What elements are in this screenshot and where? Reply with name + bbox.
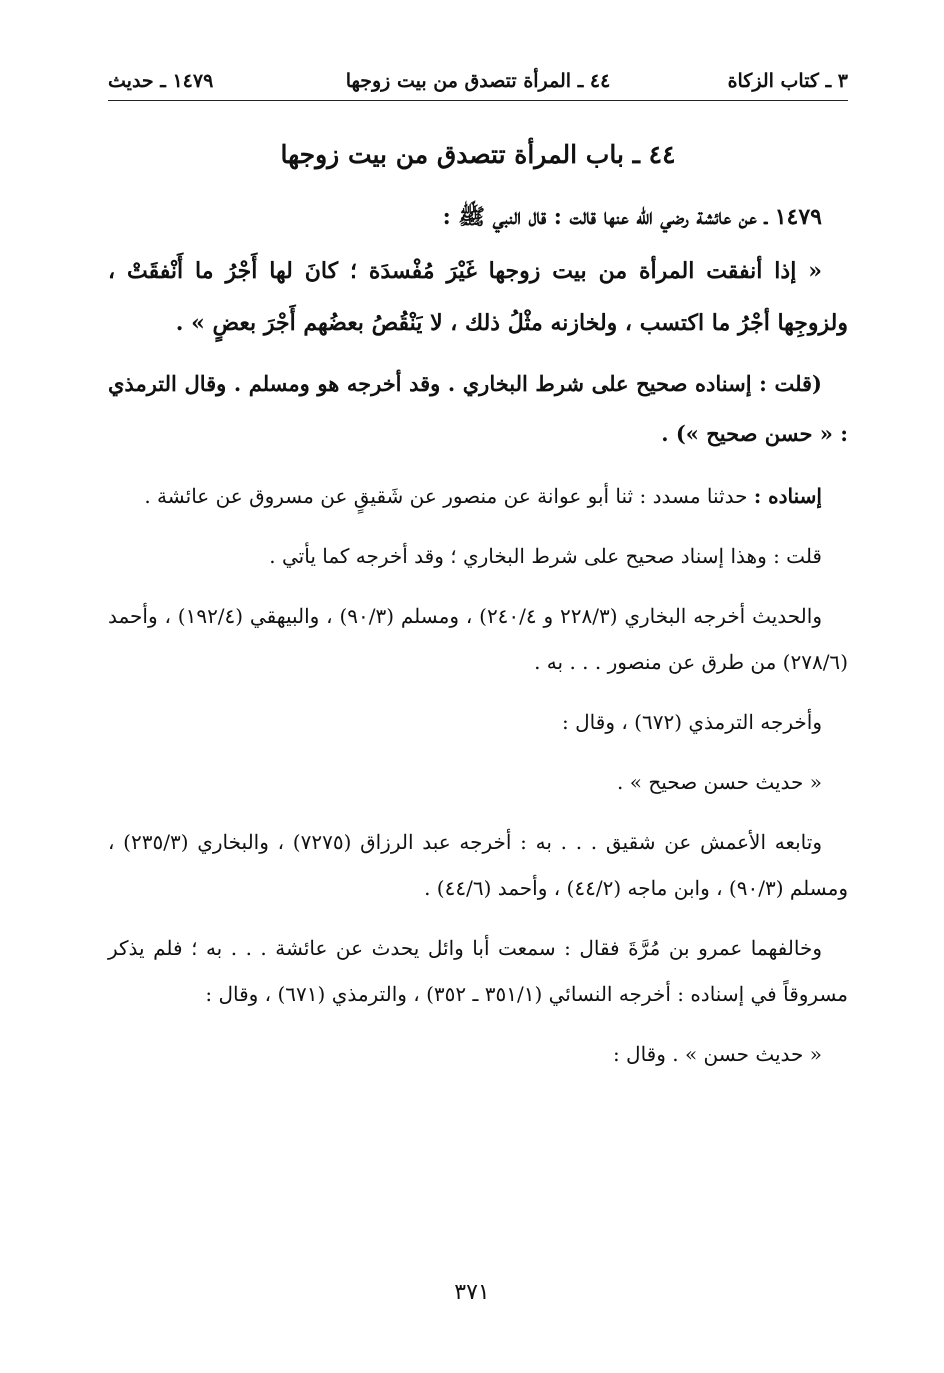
commentary-paragraph-2: والحديث أخرجه البخاري (٢٢٨/٣ و ٢٤٠/٤) ، ومسلم (٩٠/٣) ، والبيهقي (١٩٢/٤) ، وأحمد (٢٧٨/٦) من طرق عن منصور . . . به .: [108, 604, 848, 674]
header-chapter-title: ٤٤ ـ المرأة تتصدق من بيت زوجها: [345, 70, 611, 92]
document-page: [108, 60, 848, 1077]
hadith-intro: ١٤٧٩ ـ عن عائشة رضي الله عنها قالت : قال النبي ﷺ :: [442, 204, 822, 230]
running-header: [108, 60, 848, 101]
isnad-text: حدثنا مسدد : ثنا أبو عوانة عن منصور عن شَقيقٍ عن مسروق عن عائشة .: [144, 484, 748, 508]
commentary-paragraph-5: وتابعه الأعمش عن شقيق . . . به : أخرجه عبد الرزاق (٧٢٧٥) ، والبخاري (٢٣٥/٣) ، ومسلم (٩٠/٣) ، وابن ماجه (٤٤/٢) ، وأحمد (٤٤/٦) .: [108, 830, 848, 900]
isnad-label: إسناده :: [753, 484, 822, 508]
isnad-paragraph: [108, 473, 848, 519]
commentary-paragraph-1: قلت : وهذا إسناد صحيح على شرط البخاري ؛ وقد أخرجه كما يأتي .: [269, 544, 822, 568]
chapter-title: ٤٤ ـ باب المرأة تتصدق من بيت زوجها: [280, 140, 676, 169]
commentary-paragraph-3: وأخرجه الترمذي (٦٧٢) ، وقال :: [562, 710, 822, 734]
commentary-paragraph-4: « حديث حسن صحيح » .: [617, 770, 822, 794]
header-hadith-number: ١٤٧٩ ـ حديث: [108, 70, 214, 92]
commentary-paragraph-7: « حديث حسن » . وقال :: [612, 1042, 822, 1066]
header-book-title: ٣ ـ كتاب الزكاة: [727, 70, 848, 92]
page-number: ٣٧١: [454, 1280, 490, 1305]
authentication-note: (قلت : إسناده صحيح على شرط البخاري . وقد أخرجه هو ومسلم . وقال الترمذي : « حسن صحيح ») .: [108, 371, 848, 446]
commentary-paragraph-6: وخالفهما عمرو بن مُرَّةَ فقال : سمعت أبا وائل يحدث عن عائشة . . . به ؛ فلم يذكر مسروقاً في إسناده : أخرجه النسائي (٣٥١/١ ـ ٣٥٢) ، والترمذي (٦٧١) ، وقال :: [108, 936, 848, 1006]
hadith-text: « إذا أنفقت المرأة من بيت زوجها غَيْرَ مُفْسدَة ؛ كانَ لها أَجْرُ ما أَنْفقَتْ ، ولزوجِها أجْرُ ما اكتسب ، ولخازنه مثْلُ ذلك ، لا يَنْقُصُ بعضُهم أَجْرَ بعضٍ » .: [108, 258, 848, 336]
